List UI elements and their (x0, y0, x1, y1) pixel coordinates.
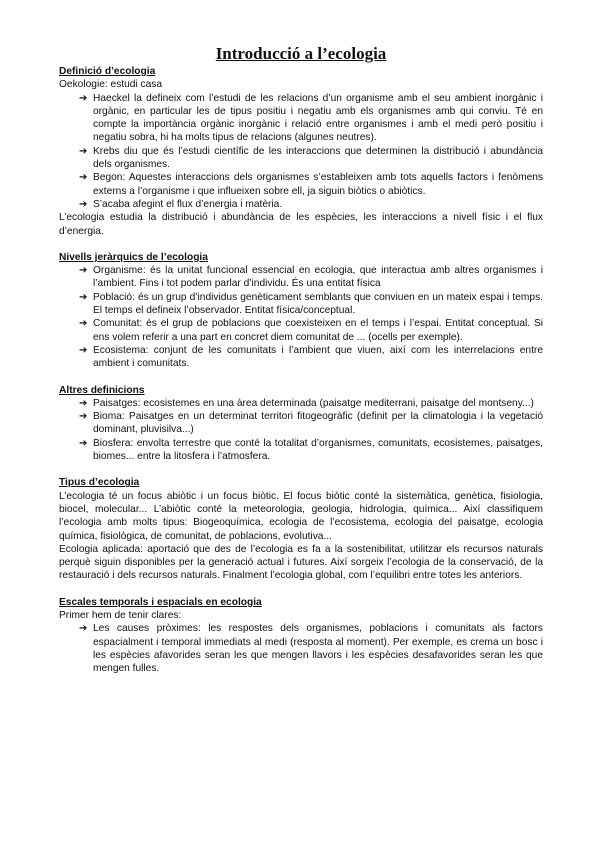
list-item (79, 410, 543, 437)
list-item (79, 171, 543, 198)
arrow-bullet-icon: ➔ (79, 198, 88, 210)
list-item (79, 291, 543, 318)
section-tipus (59, 476, 543, 582)
section-intro: Primer hem de tenir clares: (59, 609, 182, 621)
list-item (79, 317, 543, 344)
list-item-text: Biosfera: envolta terrestre que conté la totalitat d’organismes, comunitats, ecosistemes, paisatges, biomes... entre la litosfera i l’atmosfera. (93, 437, 543, 463)
section-heading: Escales temporals i espacials en ecologia (59, 596, 262, 608)
arrow-bullet-icon: ➔ (79, 623, 88, 635)
section-altres (59, 384, 543, 464)
list-item (79, 92, 543, 145)
list-item-text: Krebs diu que és l’estudi científic de les interaccions que determinen la distribució i abundància dels organismes. (93, 145, 543, 171)
list-item-text: Les causes pròximes: les respostes dels organismes, poblacions i comunitats als factors espacialment i temporal immediats al medi (resposta al moment). Per exemple, es crema un bosc i les espècies afavorides seran les que mengen llavors i les espècies desafavorides seran les que mengen fulles. (93, 623, 543, 675)
list-item (79, 145, 543, 172)
arrow-bullet-icon: ➔ (79, 291, 88, 303)
section-heading: Nivells jeràrquics de l’ecologia (59, 251, 208, 263)
arrow-bullet-icon: ➔ (79, 397, 88, 409)
arrow-bullet-icon: ➔ (79, 411, 88, 423)
bullet-list (59, 397, 543, 463)
list-item (79, 622, 543, 675)
arrow-bullet-icon: ➔ (79, 172, 88, 184)
list-item (79, 344, 543, 371)
bullet-list (59, 622, 543, 675)
section-definicio (59, 65, 543, 238)
section-heading: Definició d’ecologia (59, 66, 156, 77)
section-nivells (59, 251, 543, 371)
list-item-text: Ecosistema: conjunt de les comunitats i l’ambient que viuen, així com les interrelacions entre ambient i comunitats. (93, 344, 543, 370)
arrow-bullet-icon: ➔ (79, 318, 88, 330)
bullet-list (59, 264, 543, 370)
section-outro: L’ecologia estudia la distribució i abundància de les espècies, les interaccions a nivell físic i el flux d’energia. (59, 212, 543, 237)
arrow-bullet-icon: ➔ (79, 145, 88, 157)
list-item (79, 437, 543, 464)
paragraph: Ecologia aplicada: aportació que des de l’ecologia es fa a la sostenibilitat, utilitzar els recursos naturals perquè siguin disponibles per la generació actual i futures. Així sorgeix l’ecologia de la conservació, de la restauració i dels recursos naturals. Finalment l’ecologia global, com l’equilibri entre totes les anteriors. (59, 543, 543, 582)
page-title: Introducció a l’ecologia (215, 44, 387, 63)
arrow-bullet-icon: ➔ (79, 344, 88, 356)
section-heading: Tipus d’ecologia (59, 477, 140, 489)
list-item-text: Organisme: és la unitat funcional essencial en ecologia, que interactua amb altres organismes i l’ambient. Fins i tot podem parlar d’individu. És una entitat física (93, 265, 543, 290)
section-escales (59, 596, 543, 676)
list-item-text: Població: és un grup d’individus genèticament semblants que conviuen en un mateix espai i temps. El temps el defineix l’observador. Entitat física/conceptual. (93, 291, 543, 317)
list-item-text: S’acaba afegint el flux d’energia i matèria. (93, 198, 283, 210)
list-item-text: Bioma: Paisatges en un determinat territori fitogeogràfic (definit per la climatologia i la vegetació dominant, pluvisilva...) (93, 411, 543, 436)
list-item-text: Paisatges: ecosistemes en una àrea determinada (paisatge mediterrani, paisatge del montseny...) (93, 397, 534, 409)
paragraph: L’ecologia té un focus abiòtic i un focus biòtic. El focus biòtic conté la sistemàtica, genètica, fisiologia, biocel, molecular... L’abiòtic conté la meteorologia, geologia, hidrologia, química... Així classifiquem l’ecologia amb molts tipus: Biogeoquímica, ecologia de l’ecosistema, ecologia del paisatge, ecologia química, fisiològica, de comunitat, de poblacions, evolutiva... (59, 490, 543, 542)
list-item (79, 264, 543, 291)
arrow-bullet-icon: ➔ (79, 437, 88, 449)
list-item (79, 198, 543, 211)
section-intro: Oekologie: estudi casa (59, 79, 163, 91)
list-item-text: Begon: Aquestes interaccions dels organismes s’estableixen amb tots aquells factors i fenòmens externs a l’organisme i que influeixen sobre ell, ja siguin biòtics o abiòtics. (93, 172, 543, 197)
section-heading: Altres definicions (59, 384, 145, 396)
bullet-list (59, 92, 543, 212)
list-item (79, 397, 543, 410)
arrow-bullet-icon: ➔ (79, 265, 88, 277)
arrow-bullet-icon: ➔ (79, 92, 88, 104)
list-item-text: Haeckel la defineix com l’estudi de les relacions d’un organisme amb el seu ambient inorgànic i orgànic, en particular les de tipus positiu i negatiu amb els organismes amb qui conviu. Té en compte la importància orgànic inorgànic i relació entre organismes i amb el medi però positiu i negatiu sobra, hi ha molts tipus de relacions (algunes neutres). (93, 92, 543, 144)
list-item-text: Comunitat: és el grup de poblacions que coexisteixen en el temps i l’espai. Entitat conceptual. Si ens volem referir a una part en concret diem comunitat de ... (ocells per exemple). (93, 318, 543, 343)
